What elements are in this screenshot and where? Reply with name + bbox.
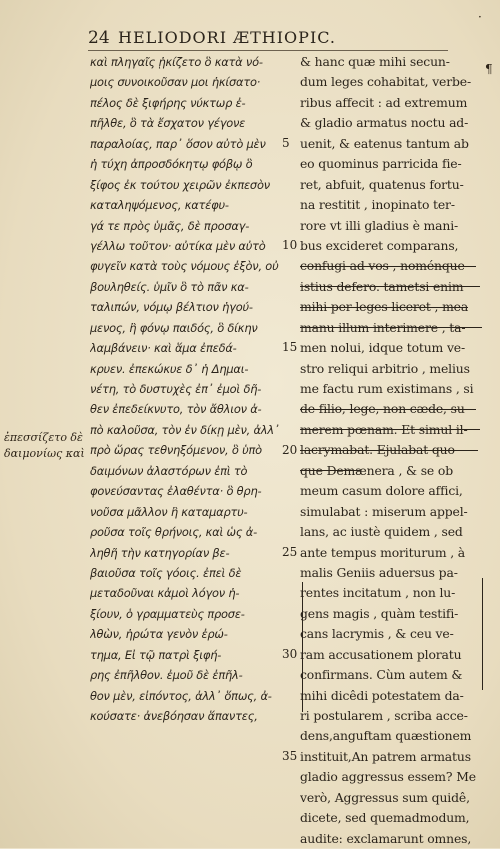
- latin-line: mihi per leges liceret , mea: [300, 299, 469, 315]
- latin-line: mihi dicêdi potestatem da-: [300, 687, 464, 703]
- latin-line: lans, ac iustè quidem , sed: [300, 524, 463, 540]
- greek-line: ξίφος ἐκ τούτου χειρῶν ἐκπεσὸν: [90, 177, 270, 192]
- latin-line: istius defero. tametsi enim: [300, 278, 464, 294]
- ink-mark-top: ·: [478, 10, 482, 24]
- latin-line: me factu rum existimans , si: [300, 381, 474, 396]
- latin-line: lacrymabat. Ejulabat quo-: [300, 442, 459, 458]
- latin-line: stro reliqui arbitrio , melius: [300, 360, 470, 376]
- greek-line: λαμβάνειν· καὶ ἅμα ἐπεδά-: [90, 341, 237, 356]
- ink-bracket-left: [302, 582, 307, 712]
- ink-underline-1: [300, 266, 476, 267]
- line-number: 30: [282, 647, 298, 662]
- ink-mark-right: ¶: [485, 62, 493, 76]
- latin-line: verò, Aggressus sum quidê,: [300, 789, 470, 805]
- latin-line: ri postularem , scriba acce-: [300, 708, 468, 723]
- latin-line: rentes incitatum , non lu-: [300, 585, 456, 601]
- ink-underline-6: [300, 429, 480, 430]
- latin-line: gens magis , quàm testifi-: [300, 605, 459, 621]
- greek-line: θεν ἐπεδείκνυτο, τὸν ἄθλιον ἀ-: [90, 402, 262, 417]
- line-number: 10: [282, 238, 298, 253]
- latin-line: instituit,An patrem armatus: [300, 748, 471, 764]
- greek-line: μεταδοῦναι κἀμοὶ λόγον ἠ-: [90, 586, 240, 601]
- ink-underline-4: [300, 327, 482, 328]
- ink-underline-2: [300, 286, 480, 287]
- latin-line: simulabat : miserum appel-: [300, 503, 468, 519]
- latin-line: eo quominus parricida fie-: [300, 156, 462, 172]
- latin-line: manu illum interimere , ta-: [300, 319, 466, 335]
- greek-line: γά τε πρὸς ὑμᾶς, δὲ προσαγ-: [90, 218, 250, 233]
- latin-line: & gladio armatus noctu ad-: [300, 115, 469, 131]
- latin-line: meum casum dolore affici,: [300, 483, 463, 499]
- latin-line: & hanc quæ mihi secun-: [300, 54, 450, 69]
- latin-line: na restitit , inopinato ter-: [300, 197, 455, 213]
- greek-line: δαιμόνων ἀλαστόρων ἐπὶ τὸ: [90, 463, 248, 478]
- latin-line: gladio aggressus essem? Me: [300, 769, 476, 785]
- ink-underline-8: [300, 470, 360, 471]
- greek-line: φονεύσαντας ἐλαθέντα· ὃ θρη-: [90, 484, 262, 499]
- ink-bracket-right: [476, 578, 483, 690]
- page-number: 24: [88, 28, 110, 48]
- latin-line: ribus affecit : ad extremum: [300, 94, 468, 110]
- greek-line: πρὸ ὥρας τεθνηξόμενον, ὃ ὑπὸ: [90, 443, 262, 458]
- latin-line: bus excideret comparans,: [300, 237, 459, 253]
- greek-line: νέτη, τὸ δυστυχὲς ἐπ᾽ ἐμοὶ δῆ-: [90, 382, 262, 396]
- greek-line: ρης ἐπῆλθον. ἐμοῦ δὲ ἐπῆλ-: [90, 668, 243, 683]
- latin-line: ret, abfuit, quatenus fortu-: [300, 176, 464, 192]
- greek-line: φυγεῖν κατὰ τοὺς νόμους ἐξὸν, οὐ: [90, 259, 279, 274]
- greek-line: πέλος δὲ ξιφήρης νύκτωρ ἐ-: [90, 95, 246, 110]
- latin-line: cans lacrymis , & ceu ve-: [300, 626, 454, 642]
- latin-line: que Demænera , & se ob: [300, 462, 453, 478]
- greek-line: ροῦσα τοῖς θρήνοις, καὶ ὡς ἀ-: [90, 525, 258, 540]
- greek-line: μοις συνοικοῦσαν μοι ἠκίσατο·: [90, 75, 261, 90]
- latin-line: confugi ad vos , noménque: [300, 258, 465, 274]
- line-number: 20: [282, 442, 298, 457]
- line-number: 25: [282, 544, 298, 559]
- greek-line: πῆλθε, ὃ τὰ ἔσχατον γέγονε: [90, 116, 246, 131]
- latin-line: uenit, & eatenus tantum ab: [300, 135, 469, 151]
- greek-line: βουληθείς. ὑμῖν ὃ τὸ πᾶν κα-: [90, 279, 249, 294]
- greek-line: γέλλω τοῦτον· αὐτίκα μὲν αὐτὸ: [90, 238, 266, 253]
- greek-line: καὶ πληγαῖς ᾐκίζετο ὃ κατὰ νό-: [90, 55, 263, 69]
- greek-line: μενος, ἢ φόνῳ παιδός, ὃ δίκην: [90, 320, 258, 335]
- latin-line: ram accusationem ploratu: [300, 646, 462, 662]
- line-number: 35: [282, 749, 298, 764]
- running-header: [88, 28, 448, 50]
- ink-underline-7: [300, 450, 478, 451]
- greek-line: βαιοῦσα τοῖς γόοις. ἐπεὶ δὲ: [90, 565, 242, 580]
- greek-line: τημα, Εἰ τῷ πατρὶ ξιφή-: [90, 647, 222, 662]
- greek-line: λθὼν, ἠρώτα γενὸν ἐρώ-: [90, 627, 228, 642]
- handwritten-margin-note: ἐπεσσίζετο δὲ δαιμονίως καὶ: [4, 431, 85, 460]
- latin-line: ante tempus moriturum , à: [300, 544, 466, 560]
- latin-line: malis Geniis aduersus pa-: [300, 564, 458, 580]
- header-rule: [88, 50, 448, 51]
- latin-line: de filio, lege, non cæde, su-: [300, 401, 469, 417]
- greek-line: ταλιπών, νόμῳ βέλτιον ἡγού-: [90, 300, 253, 315]
- line-number: 5: [282, 135, 290, 150]
- ink-underline-5: [300, 409, 476, 410]
- latin-line: audite: exclamarunt omnes,: [300, 830, 472, 846]
- latin-line: men nolui, idque totum ve-: [300, 340, 466, 356]
- greek-line: νοῦσα μᾶλλον ἢ καταμαρτυ-: [90, 504, 248, 519]
- latin-line: dum leges cohabitat, verbe-: [300, 74, 471, 90]
- latin-line: merem pœnam. Et simul il-: [300, 421, 468, 437]
- greek-line: πὸ καλοῦσα, τὸν ἐν δίκῃ μὲν, ἀλλ᾽: [90, 422, 280, 437]
- greek-line: καταληψόμενος, κατέφυ-: [90, 198, 229, 213]
- latin-line: rore vt illi gladius è mani-: [300, 217, 459, 233]
- greek-line: ξίουν, ὁ γραμματεὺς προσε-: [90, 606, 245, 621]
- ink-underline-3: [300, 307, 468, 308]
- greek-line: κούσατε· ἀνεβόησαν ἅπαντες,: [90, 709, 258, 723]
- line-number: 15: [282, 340, 298, 355]
- greek-text-column: [90, 52, 290, 726]
- greek-line: ἡ τύχη ἀπροσδόκητῳ φόβῳ ὃ: [90, 157, 253, 172]
- latin-line: confirmans. Cùm autem &: [300, 667, 463, 683]
- running-title: HELIODORI ÆTHIOPIC.: [118, 28, 337, 47]
- greek-line: θον μὲν, εἰπόντος, ἀλλ᾽ ὅπως, ἀ-: [90, 688, 272, 703]
- greek-line: παραλοίας, παρ᾽ ὅσον αὐτὸ μὲν: [90, 136, 266, 151]
- latin-line: dicete, sed quemadmodum,: [300, 810, 470, 826]
- latin-line: dens,anguftam quæstionem: [300, 728, 472, 744]
- greek-line: ληθῆ τὴν κατηγορίαν βε-: [90, 545, 230, 560]
- greek-line: κρυεν. ἐπεκώκυε δ᾽ ἡ Δημαι-: [90, 361, 249, 376]
